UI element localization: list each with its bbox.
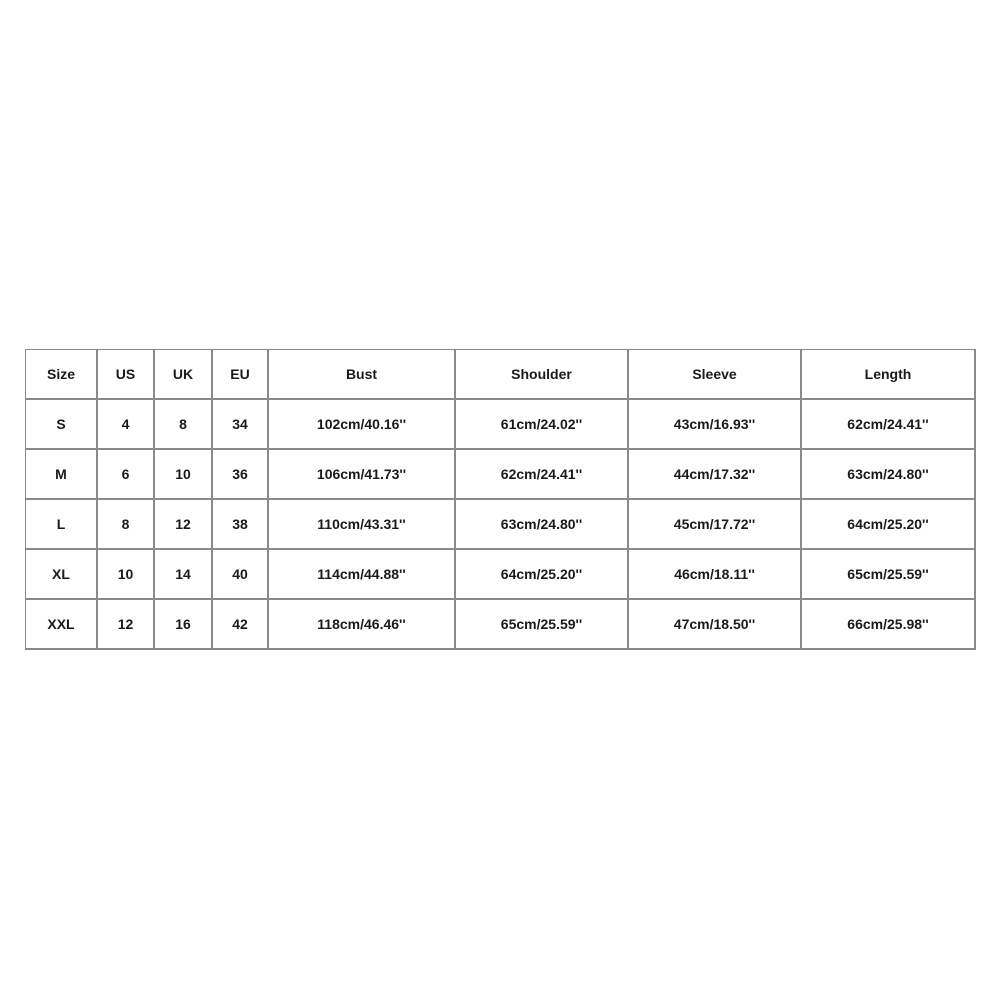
cell-length: 63cm/24.80'' bbox=[802, 450, 976, 500]
header-uk: UK bbox=[155, 350, 213, 400]
cell-shoulder: 62cm/24.41'' bbox=[456, 450, 629, 500]
cell-eu: 42 bbox=[213, 600, 269, 650]
cell-length: 62cm/24.41'' bbox=[802, 400, 976, 450]
header-sleeve: Sleeve bbox=[629, 350, 802, 400]
cell-bust: 106cm/41.73'' bbox=[269, 450, 456, 500]
cell-bust: 110cm/43.31'' bbox=[269, 500, 456, 550]
cell-us: 8 bbox=[98, 500, 155, 550]
header-bust: Bust bbox=[269, 350, 456, 400]
table-row bbox=[26, 550, 976, 600]
cell-bust: 102cm/40.16'' bbox=[269, 400, 456, 450]
size-chart-table bbox=[25, 349, 976, 650]
cell-sleeve: 43cm/16.93'' bbox=[629, 400, 802, 450]
header-eu: EU bbox=[213, 350, 269, 400]
cell-size: M bbox=[26, 450, 98, 500]
cell-sleeve: 46cm/18.11'' bbox=[629, 550, 802, 600]
table-row bbox=[26, 600, 976, 650]
cell-us: 4 bbox=[98, 400, 155, 450]
header-size: Size bbox=[26, 350, 98, 400]
cell-sleeve: 45cm/17.72'' bbox=[629, 500, 802, 550]
cell-length: 64cm/25.20'' bbox=[802, 500, 976, 550]
table-row bbox=[26, 500, 976, 550]
cell-uk: 14 bbox=[155, 550, 213, 600]
cell-sleeve: 47cm/18.50'' bbox=[629, 600, 802, 650]
cell-shoulder: 65cm/25.59'' bbox=[456, 600, 629, 650]
table-header-row bbox=[26, 350, 976, 400]
cell-uk: 8 bbox=[155, 400, 213, 450]
cell-length: 65cm/25.59'' bbox=[802, 550, 976, 600]
cell-shoulder: 63cm/24.80'' bbox=[456, 500, 629, 550]
header-length: Length bbox=[802, 350, 976, 400]
cell-size: XXL bbox=[26, 600, 98, 650]
cell-us: 10 bbox=[98, 550, 155, 600]
cell-us: 6 bbox=[98, 450, 155, 500]
cell-bust: 118cm/46.46'' bbox=[269, 600, 456, 650]
cell-eu: 38 bbox=[213, 500, 269, 550]
cell-length: 66cm/25.98'' bbox=[802, 600, 976, 650]
cell-size: S bbox=[26, 400, 98, 450]
cell-bust: 114cm/44.88'' bbox=[269, 550, 456, 600]
table-row bbox=[26, 450, 976, 500]
header-us: US bbox=[98, 350, 155, 400]
cell-shoulder: 61cm/24.02'' bbox=[456, 400, 629, 450]
cell-uk: 12 bbox=[155, 500, 213, 550]
cell-us: 12 bbox=[98, 600, 155, 650]
cell-eu: 34 bbox=[213, 400, 269, 450]
cell-shoulder: 64cm/25.20'' bbox=[456, 550, 629, 600]
header-shoulder: Shoulder bbox=[456, 350, 629, 400]
cell-uk: 16 bbox=[155, 600, 213, 650]
cell-size: L bbox=[26, 500, 98, 550]
cell-eu: 40 bbox=[213, 550, 269, 600]
cell-sleeve: 44cm/17.32'' bbox=[629, 450, 802, 500]
cell-eu: 36 bbox=[213, 450, 269, 500]
cell-uk: 10 bbox=[155, 450, 213, 500]
cell-size: XL bbox=[26, 550, 98, 600]
table-row bbox=[26, 400, 976, 450]
